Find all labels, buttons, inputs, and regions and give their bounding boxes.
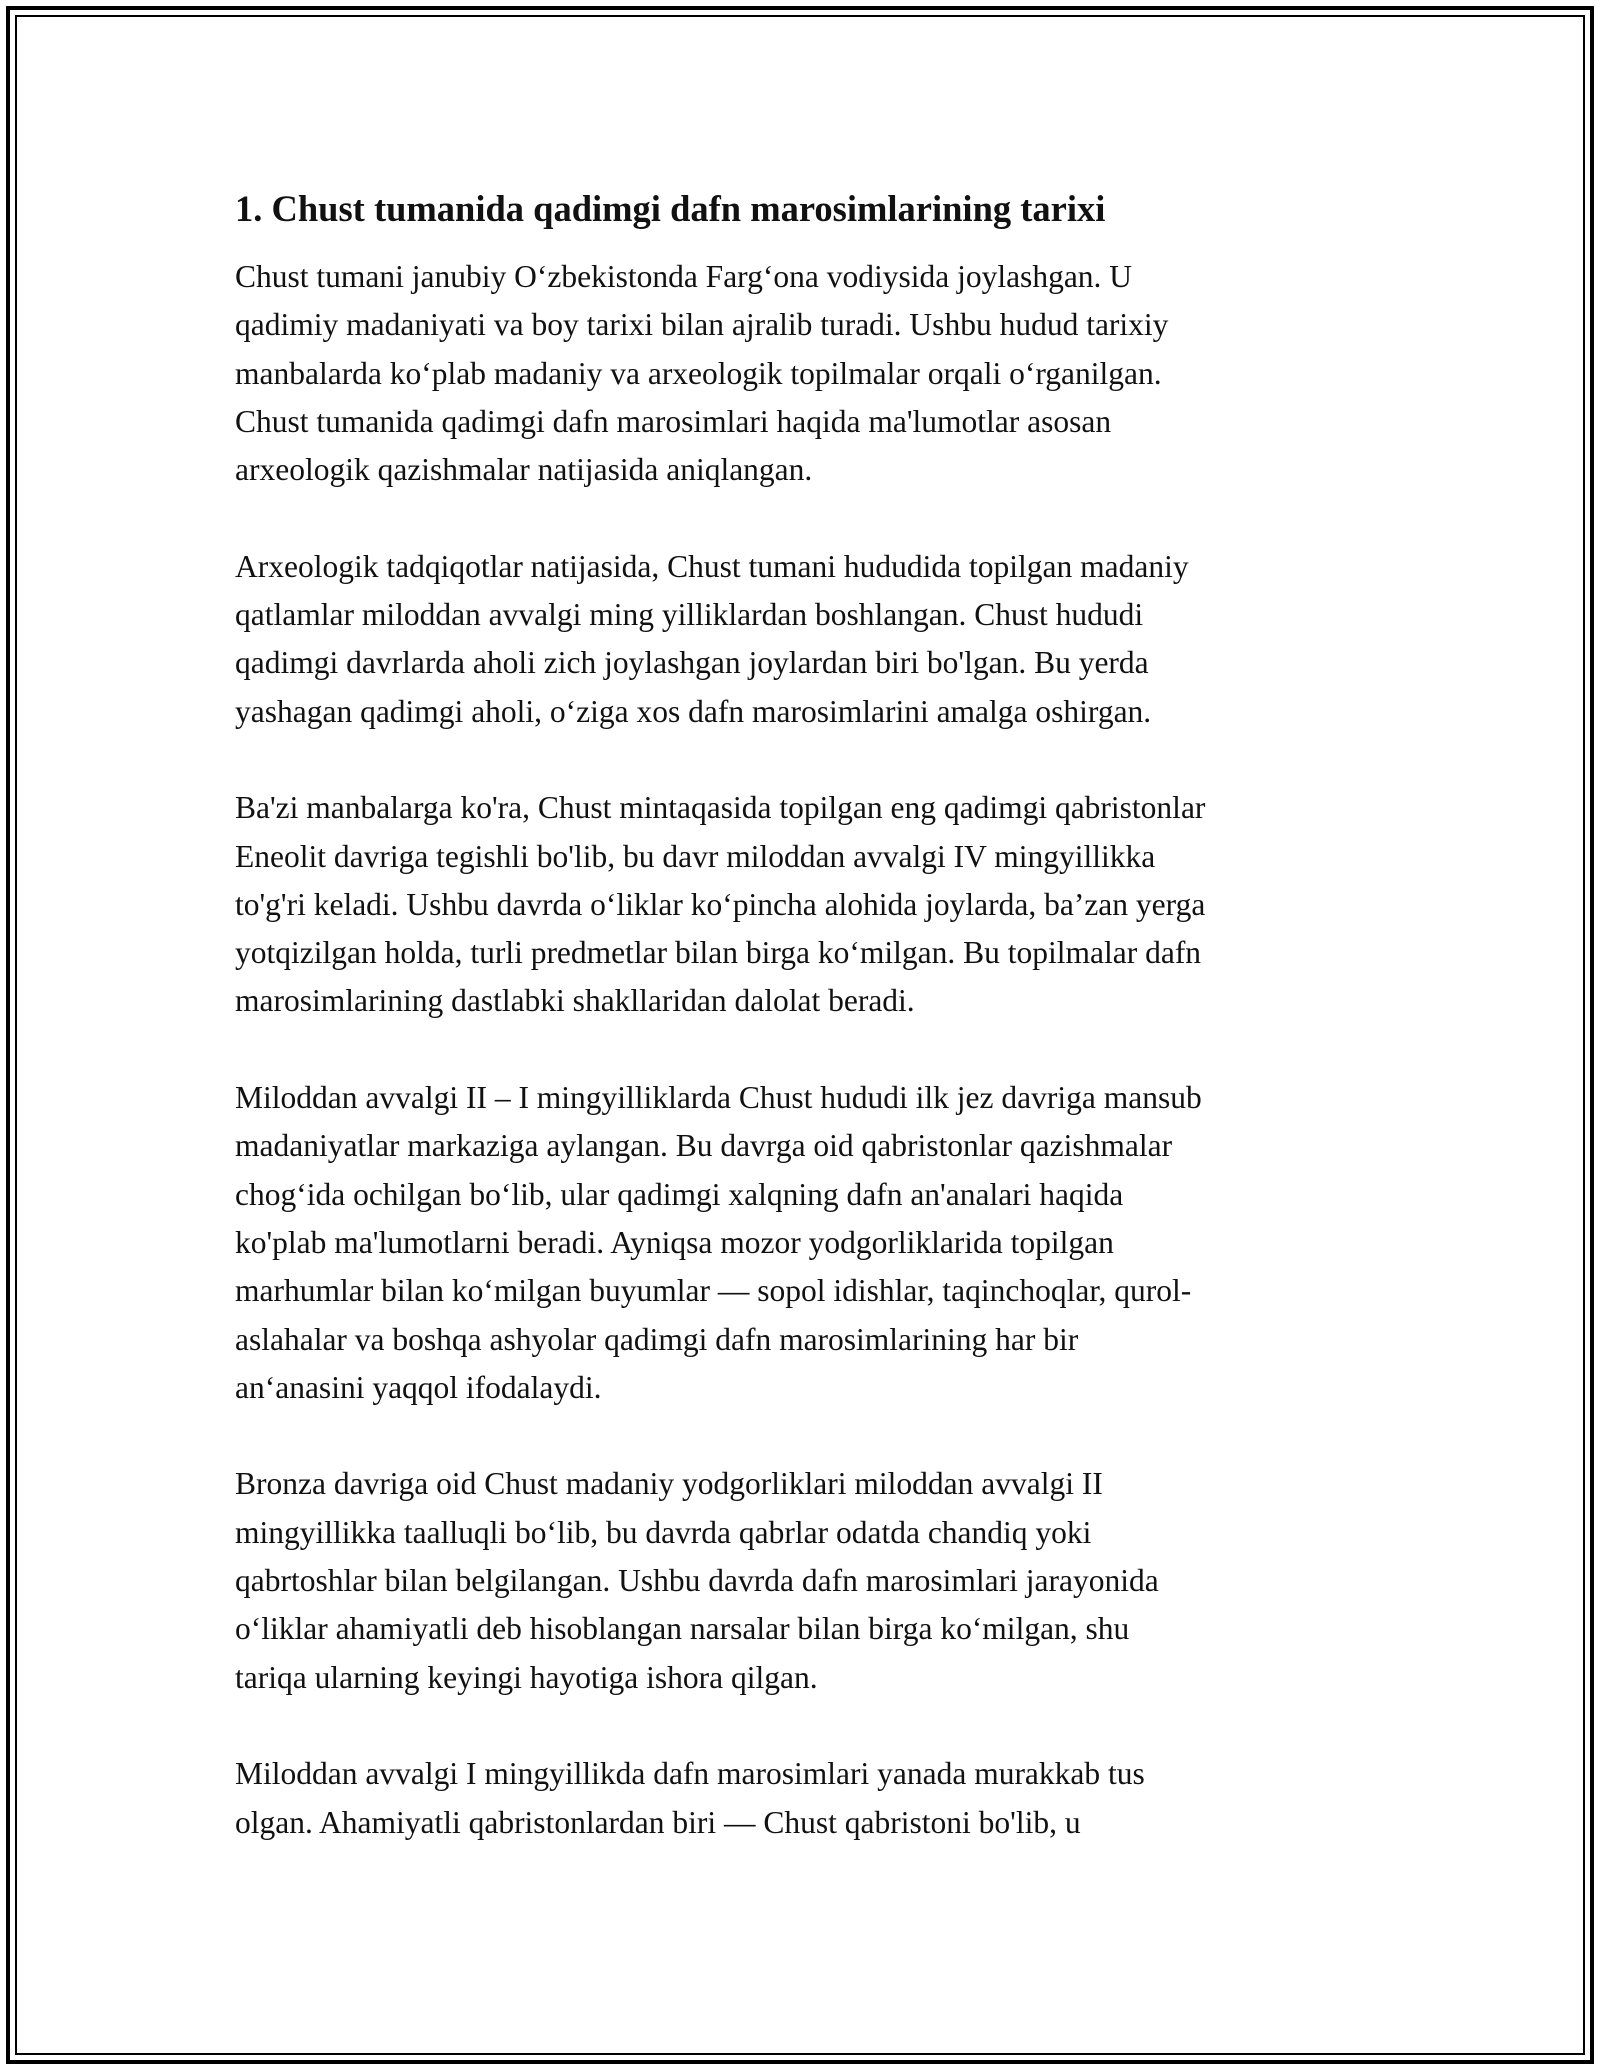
- paragraph-line: manbalarda ko‘plab madaniy va arxeologik topilmalar orqali o‘rganilgan.: [235, 355, 1162, 391]
- paragraph-6: [235, 1750, 1375, 1847]
- paragraph-1: [235, 253, 1375, 494]
- paragraph-line: Miloddan avvalgi II – I mingyilliklarda Chust hududi ilk jez davriga mansub: [235, 1080, 1202, 1116]
- paragraph-line: ko'plab ma'lumotlarni beradi. Ayniqsa mozor yodgorliklarida topilgan: [235, 1224, 1114, 1260]
- paragraph-line: mingyillikka taalluqli bo‘lib, bu davrda qabrlar odatda chandiq yoki: [235, 1514, 1092, 1550]
- paragraph-line: an‘anasini yaqqol ifodalaydi.: [235, 1369, 602, 1405]
- paragraph-line: Eneolit davriga tegishli bo'lib, bu davr miloddan avvalgi IV mingyillikka: [235, 838, 1156, 874]
- paragraph-line: Ba'zi manbalarga ko'ra, Chust mintaqasida topilgan eng qadimgi qabristonlar: [235, 790, 1206, 826]
- paragraph-line: madaniyatlar markaziga aylangan. Bu davrga oid qabristonlar qazishmalar: [235, 1128, 1173, 1164]
- paragraph-line: arxeologik qazishmalar natijasida aniqlangan.: [235, 452, 813, 488]
- paragraph-line: yashagan qadimgi aholi, o‘ziga xos dafn marosimlarini amalga oshirgan.: [235, 693, 1152, 729]
- paragraph-line: qadimgi davrlarda aholi zich joylashgan joylardan biri bo'lgan. Bu yerda: [235, 645, 1149, 681]
- paragraph-3: [235, 784, 1375, 1025]
- paragraph-line: to'g'ri keladi. Ushbu davrda o‘liklar ko‘pincha alohida joylarda, ba’zan yerga: [235, 886, 1206, 922]
- paragraph-line: qatlamlar miloddan avvalgi ming yilliklardan boshlangan. Chust hududi: [235, 597, 1144, 633]
- section-heading: 1. Chust tumanida qadimgi dafn marosimlarining tarixi: [235, 188, 1106, 229]
- paragraph-line: Miloddan avvalgi I mingyillikda dafn marosimlari yanada murakkab tus: [235, 1756, 1145, 1792]
- paragraph-line: qadimiy madaniyati va boy tarixi bilan ajralib turadi. Ushbu hudud tarixiy: [235, 307, 1169, 343]
- paragraph-line: chog‘ida ochilgan bo‘lib, ular qadimgi xalqning dafn an'analari haqida: [235, 1176, 1124, 1212]
- paragraph-line: Chust tumani janubiy O‘zbekistonda Farg‘ona vodiysida joylashgan. U: [235, 259, 1133, 294]
- paragraph-line: marosimlarining dastlabki shakllaridan dalolat beradi.: [235, 983, 915, 1019]
- paragraph-5: [235, 1460, 1375, 1701]
- paragraph-line: qabrtoshlar bilan belgilangan. Ushbu davrda dafn marosimlari jarayonida: [235, 1563, 1159, 1599]
- paragraph-line: tariqa ularning keyingi hayotiga ishora qilgan.: [235, 1659, 818, 1695]
- paragraph-line: aslahalar va boshqa ashyolar qadimgi dafn marosimlarining har bir: [235, 1321, 1079, 1357]
- paragraph-line: Arxeologik tadqiqotlar natijasida, Chust tumani hududida topilgan madaniy: [235, 548, 1189, 584]
- document-body: [235, 186, 1375, 1895]
- paragraph-line: Bronza davriga oid Chust madaniy yodgorliklari miloddan avvalgi II: [235, 1466, 1103, 1502]
- paragraph-line: olgan. Ahamiyatli qabristonlardan biri — Chust qabristoni bo'lib, u: [235, 1804, 1081, 1840]
- paragraph-line: o‘liklar ahamiyatli deb hisoblangan narsalar bilan birga ko‘milgan, shu: [235, 1611, 1130, 1647]
- paragraph-line: yotqizilgan holda, turli predmetlar bilan birga ko‘milgan. Bu topilmalar dafn: [235, 935, 1202, 971]
- paragraph-4: [235, 1074, 1375, 1412]
- paragraph-line: marhumlar bilan ko‘milgan buyumlar — sopol idishlar, taqinchoqlar, qurol-: [235, 1273, 1192, 1309]
- paragraph-2: [235, 543, 1375, 736]
- paragraph-line: Chust tumanida qadimgi dafn marosimlari haqida ma'lumotlar asosan: [235, 403, 1112, 439]
